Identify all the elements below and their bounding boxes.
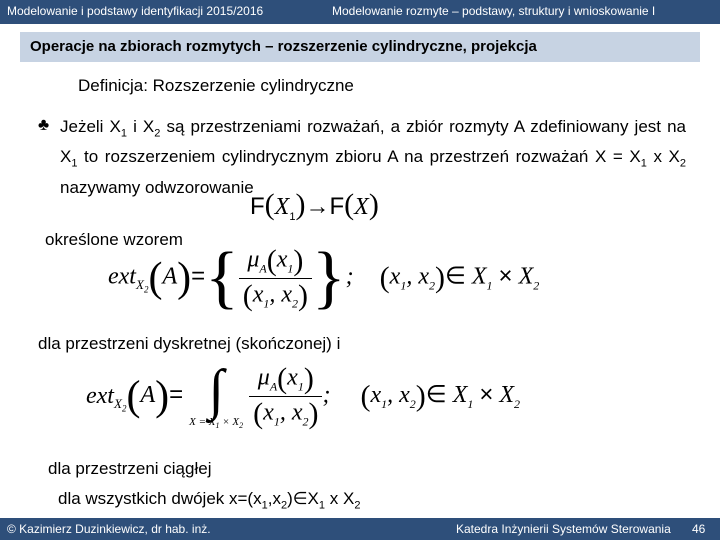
- para-text: Jeżeli X: [60, 117, 121, 136]
- para-sub: 2: [679, 157, 686, 170]
- header-lecture-title: Modelowanie rozmyte – podstawy, struktury i wnioskowanie I: [332, 4, 656, 18]
- continuous-formula: ext$_{X_2}$(A)= ∫ $X = X_1 \times X_2$ $\frac{\mu_A(x_1)}{(x_1, x_2)}$ ; ($x_1$, $x_2)\in$ $X_1 \times X_2$: [86, 359, 521, 431]
- para-sub: 1: [120, 127, 127, 140]
- header-bar: [0, 0, 720, 24]
- mapping-formula: $F(X_1)\to F(X)$: [250, 188, 379, 223]
- slide-title-bar: [20, 32, 700, 62]
- para-text: nazywamy odwzorowanie: [60, 177, 254, 197]
- para-text: są przestrzeniami rozważań, a zbiór rozmyty A zdefiniowany jest na X: [60, 117, 686, 167]
- dwojek-line: [58, 489, 360, 511]
- para-text: x X: [646, 147, 680, 167]
- para-text: to rozszerzeniem cylindrycznym zbioru A na przestrzeń rozważań X = X: [77, 147, 641, 167]
- dwojek-text: x X: [325, 489, 355, 508]
- mapping-f2: F: [329, 193, 345, 220]
- slide-title: Operacje na zbiorach rozmytych – rozszerzenie cylindryczne, projekcja: [30, 38, 537, 55]
- mapping-sub: 1: [289, 210, 296, 223]
- discrete-formula: ext$_{X_2}$(A)={ $\frac{\mu_A(x_1)}{(x_1, x_2)}$ }; ($x_1$, $x_2)\in$ $X_1 \times X_2$: [108, 239, 540, 316]
- dwojek-sub: 1: [261, 499, 268, 512]
- para-sub: 2: [154, 127, 161, 140]
- footer-page-number: 46: [692, 522, 706, 536]
- para-sub: 1: [640, 157, 647, 170]
- footer-bar: [0, 518, 720, 540]
- para-sub: 1: [71, 157, 78, 170]
- okreslone-label: określone wzorem: [45, 230, 183, 249]
- dwojek-text: dla wszystkich dwójek x=(x: [58, 489, 262, 508]
- club-bullet-icon: ♣: [38, 115, 50, 134]
- para-text: i X: [127, 117, 155, 136]
- dwojek-sub: 2: [280, 499, 288, 512]
- dwojek-text: )∈X: [287, 489, 319, 508]
- footer-author: © Kazimierz Duzinkiewicz, dr hab. inż.: [7, 522, 211, 536]
- footer-department: Katedra Inżynierii Systemów Sterowania: [456, 522, 671, 536]
- mapping-arrow: →: [305, 193, 330, 220]
- ciaglej-label: dla przestrzeni ciągłej: [48, 459, 212, 478]
- dwojek-sub: 2: [354, 499, 361, 512]
- definition-heading: Definicja: Rozszerzenie cylindryczne: [78, 76, 354, 95]
- dwojek-text: ,x: [267, 489, 281, 508]
- mapping-f1: F: [250, 193, 265, 220]
- definition-paragraph: [60, 115, 686, 199]
- mapping-x2: X: [354, 194, 369, 220]
- dwojek-sub: 1: [318, 499, 326, 512]
- dyskretnej-label: dla przestrzeni dyskretnej (skończonej) i: [38, 334, 341, 353]
- mapping-x1: X: [274, 194, 290, 220]
- header-course-title: Modelowanie i podstawy identyfikacji 2015/2016: [7, 4, 264, 18]
